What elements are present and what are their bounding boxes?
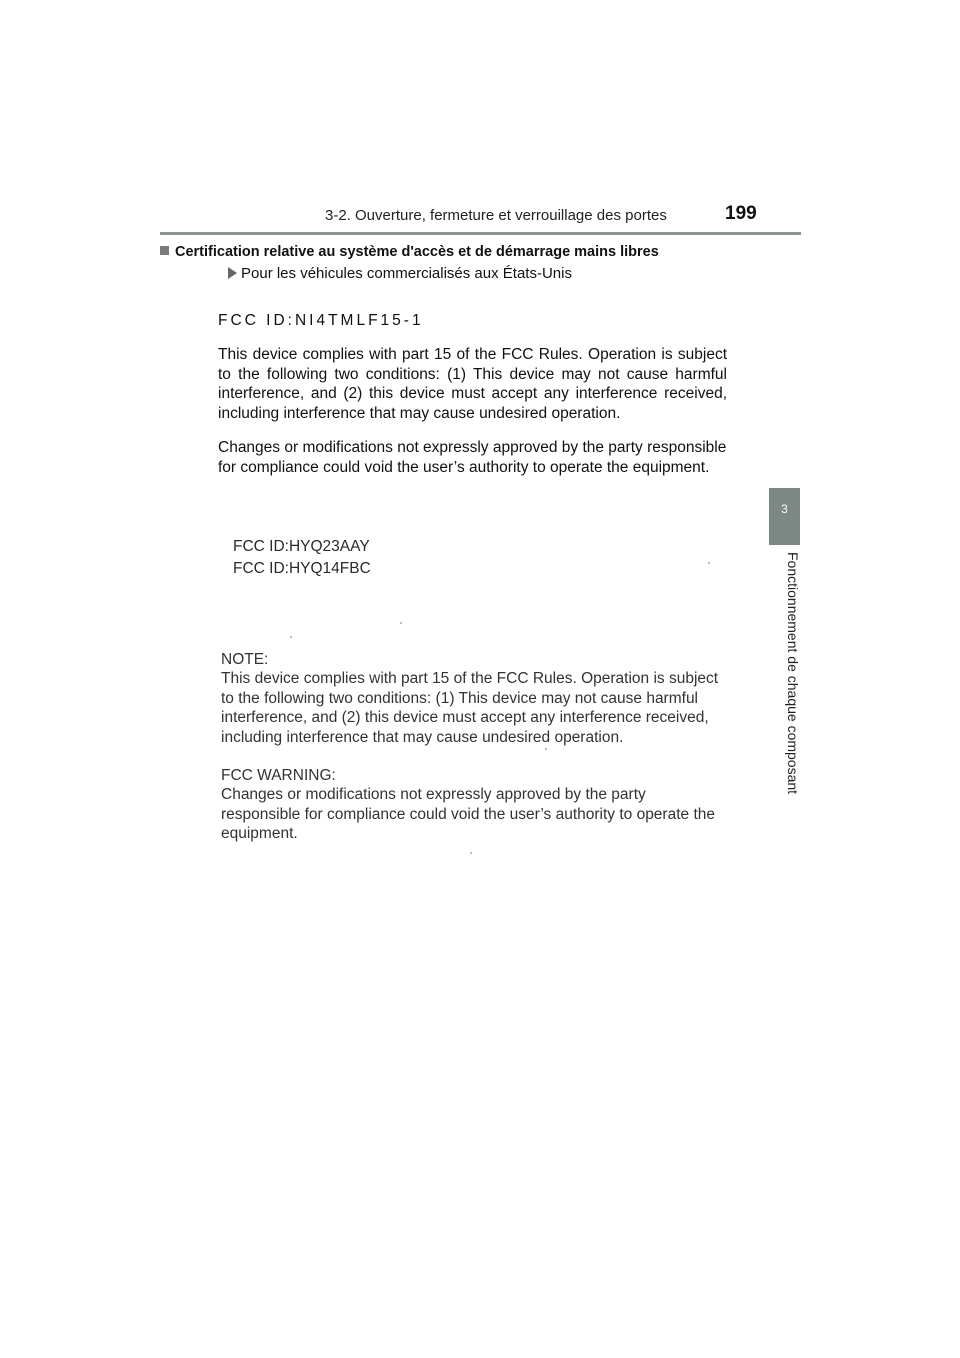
fcc-id-label: FCC ID:NI4TMLF15-1 — [218, 312, 424, 329]
modification-warning-paragraph: Changes or modifications not expressly approved by the party responsible for compliance could void the user’s authority to operate the equipment. — [218, 439, 727, 476]
section-heading — [160, 244, 659, 260]
triangle-bullet-icon — [228, 267, 237, 279]
scan-speck — [545, 748, 547, 750]
scan-speck — [400, 622, 402, 624]
scan-speck — [290, 636, 292, 638]
note-body: This device complies with part 15 of the FCC Rules. Operation is subject to the following two conditions: (1) This device may not cause harmful interference, and (2) this device must accept any interference received, including interference that may cause undesired operation. — [221, 670, 719, 746]
header-divider — [160, 232, 801, 235]
chapter-tab-marker — [769, 488, 800, 545]
scan-speck — [708, 562, 710, 564]
compliance-paragraph: This device complies with part 15 of the FCC Rules. Operation is subject to the following two conditions: (1) This device may not cause harmful interference, and (2) this device must accept any interference received, including interference that may cause undesired operation. — [218, 346, 727, 422]
sub-heading-text: Pour les véhicules commercialisés aux États-Unis — [241, 265, 572, 282]
fcc-id-label-2: FCC ID:HYQ14FBC — [233, 560, 371, 577]
section-heading-text: Certification relative au système d'accès et de démarrage mains libres — [175, 244, 659, 260]
header-section-title: 3-2. Ouverture, fermeture et verrouillage des portes — [325, 207, 667, 224]
warning-title: FCC WARNING: — [221, 767, 336, 784]
fcc-id-label-1: FCC ID:HYQ23AAY — [233, 538, 370, 555]
note-title: NOTE: — [221, 651, 269, 668]
warning-body: Changes or modifications not expressly approved by the party responsible for compliance could void the user’s authority to operate the equipment. — [221, 786, 715, 842]
page-number: 199 — [725, 203, 757, 224]
chapter-number: 3 — [781, 502, 788, 516]
square-bullet-icon — [160, 246, 169, 255]
sub-heading — [228, 265, 572, 282]
scan-speck — [470, 852, 472, 854]
chapter-title: Fonctionnement de chaque composant — [785, 552, 801, 795]
